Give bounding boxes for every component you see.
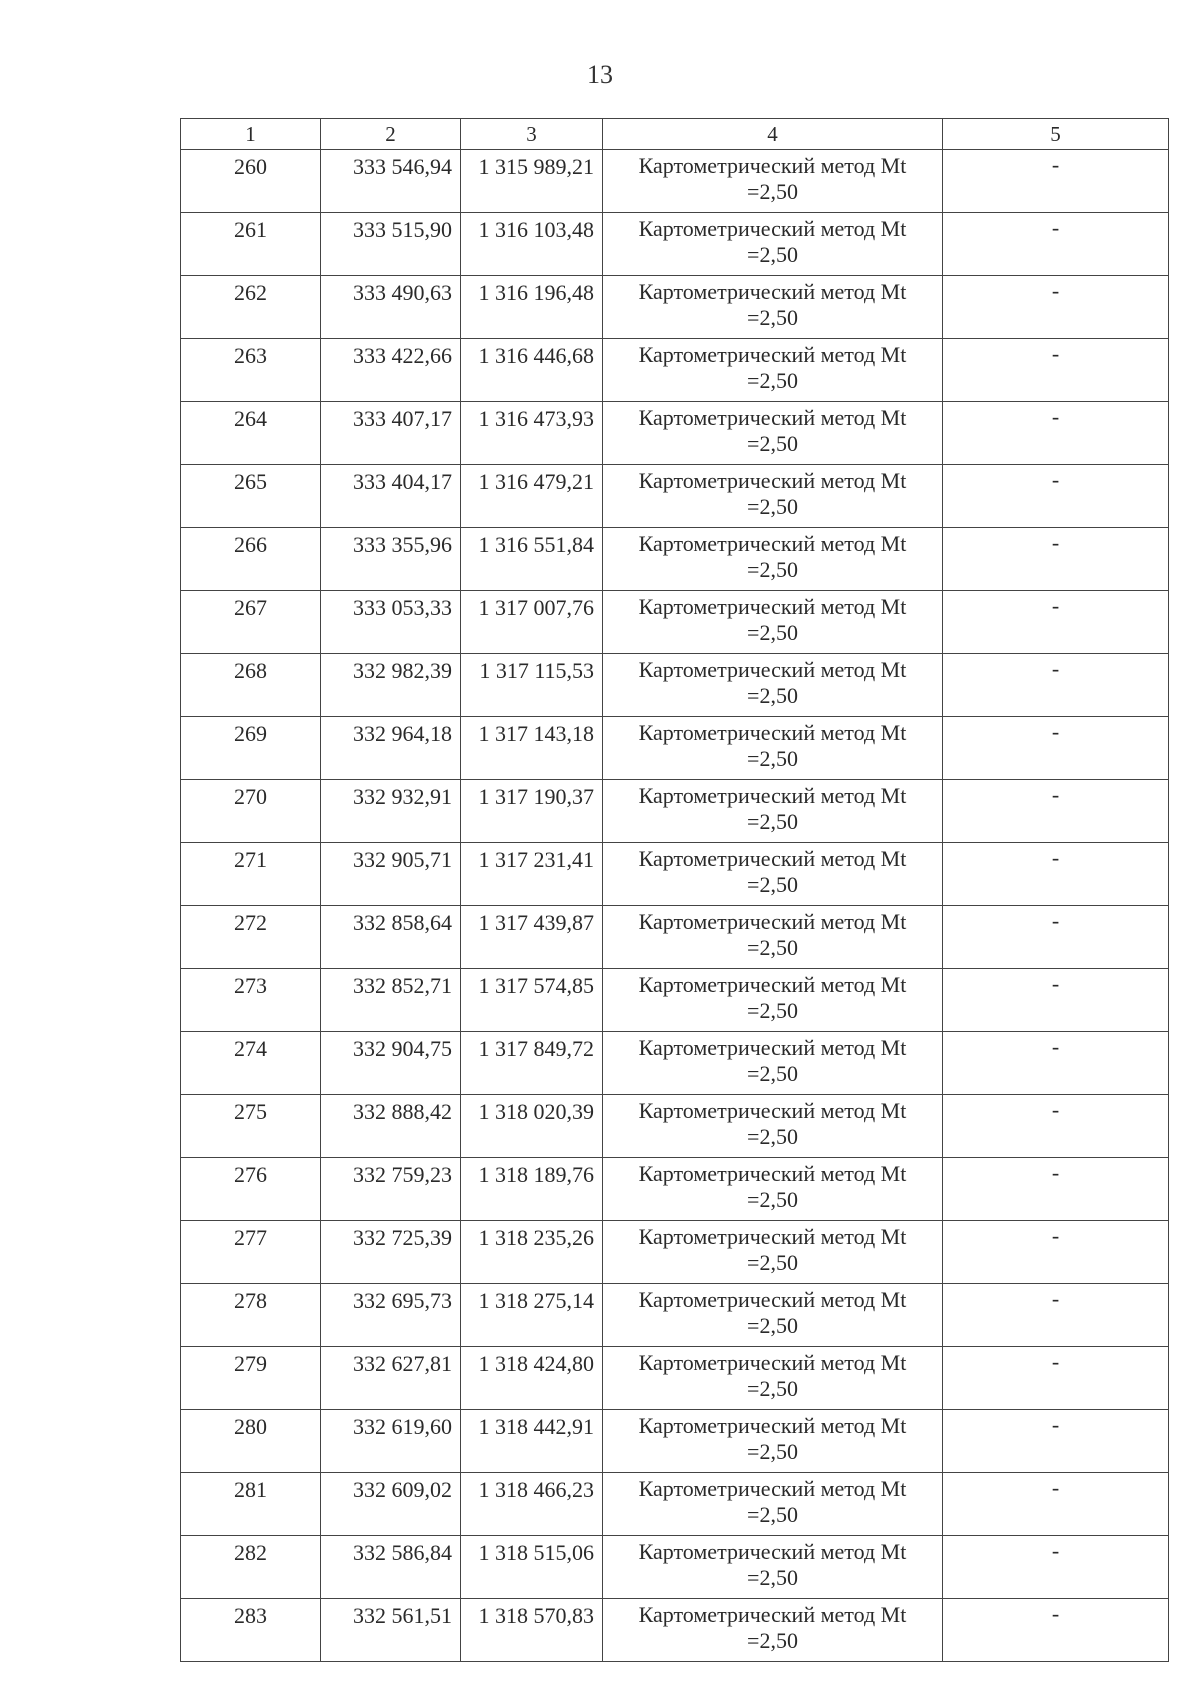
method-accuracy: =2,50 <box>747 1313 798 1338</box>
note-cell: - <box>943 1536 1169 1599</box>
note-cell: - <box>943 339 1169 402</box>
table-row <box>181 1410 1169 1473</box>
x-coordinate-cell: 332 964,18 <box>321 717 461 780</box>
y-coordinate-cell: 1 318 515,06 <box>461 1536 603 1599</box>
x-coordinate-cell: 333 355,96 <box>321 528 461 591</box>
table-row <box>181 969 1169 1032</box>
point-number-cell: 264 <box>181 402 321 465</box>
method-cell <box>603 1536 943 1599</box>
y-coordinate-cell: 1 316 473,93 <box>461 402 603 465</box>
table-row <box>181 1032 1169 1095</box>
table-row <box>181 1221 1169 1284</box>
y-coordinate-cell: 1 317 143,18 <box>461 717 603 780</box>
method-name: Картометрический метод Mt <box>638 972 907 997</box>
note-cell: - <box>943 780 1169 843</box>
method-accuracy: =2,50 <box>747 746 798 771</box>
y-coordinate-cell: 1 317 190,37 <box>461 780 603 843</box>
y-coordinate-cell: 1 317 007,76 <box>461 591 603 654</box>
x-coordinate-cell: 332 725,39 <box>321 1221 461 1284</box>
x-coordinate-cell: 332 561,51 <box>321 1599 461 1662</box>
y-coordinate-cell: 1 318 235,26 <box>461 1221 603 1284</box>
x-coordinate-cell: 332 888,42 <box>321 1095 461 1158</box>
x-coordinate-cell: 332 904,75 <box>321 1032 461 1095</box>
method-cell <box>603 1284 943 1347</box>
method-name: Картометрический метод Mt <box>638 783 907 808</box>
point-number-cell: 281 <box>181 1473 321 1536</box>
y-coordinate-cell: 1 318 442,91 <box>461 1410 603 1473</box>
note-cell: - <box>943 654 1169 717</box>
x-coordinate-cell: 333 407,17 <box>321 402 461 465</box>
method-name: Картометрический метод Mt <box>638 216 907 241</box>
method-accuracy: =2,50 <box>747 557 798 582</box>
method-accuracy: =2,50 <box>747 1061 798 1086</box>
method-cell <box>603 591 943 654</box>
note-cell: - <box>943 717 1169 780</box>
point-number-cell: 283 <box>181 1599 321 1662</box>
header-row <box>181 119 1169 150</box>
table-row <box>181 528 1169 591</box>
note-cell: - <box>943 1347 1169 1410</box>
table-row <box>181 1095 1169 1158</box>
x-coordinate-cell: 333 490,63 <box>321 276 461 339</box>
note-cell: - <box>943 1095 1169 1158</box>
note-cell: - <box>943 969 1169 1032</box>
method-name: Картометрический метод Mt <box>638 657 907 682</box>
method-cell <box>603 1347 943 1410</box>
method-name: Картометрический метод Mt <box>638 1224 907 1249</box>
table-header <box>181 119 1169 150</box>
table-row <box>181 465 1169 528</box>
point-number-cell: 272 <box>181 906 321 969</box>
y-coordinate-cell: 1 316 196,48 <box>461 276 603 339</box>
method-accuracy: =2,50 <box>747 1124 798 1149</box>
method-accuracy: =2,50 <box>747 1502 798 1527</box>
method-accuracy: =2,50 <box>747 368 798 393</box>
note-cell: - <box>943 591 1169 654</box>
method-cell <box>603 213 943 276</box>
x-coordinate-cell: 332 627,81 <box>321 1347 461 1410</box>
table-row <box>181 339 1169 402</box>
table-row <box>181 906 1169 969</box>
x-coordinate-cell: 332 619,60 <box>321 1410 461 1473</box>
x-coordinate-cell: 332 932,91 <box>321 780 461 843</box>
method-cell <box>603 1032 943 1095</box>
method-cell <box>603 1158 943 1221</box>
method-name: Картометрический метод Mt <box>638 846 907 871</box>
point-number-cell: 270 <box>181 780 321 843</box>
x-coordinate-cell: 332 982,39 <box>321 654 461 717</box>
method-name: Картометрический метод Mt <box>638 1539 907 1564</box>
point-number-cell: 273 <box>181 969 321 1032</box>
note-cell: - <box>943 465 1169 528</box>
y-coordinate-cell: 1 315 989,21 <box>461 150 603 213</box>
method-cell <box>603 843 943 906</box>
y-coordinate-cell: 1 317 115,53 <box>461 654 603 717</box>
point-number-cell: 261 <box>181 213 321 276</box>
page-number: 13 <box>587 60 613 89</box>
point-number-cell: 266 <box>181 528 321 591</box>
note-cell: - <box>943 213 1169 276</box>
method-accuracy: =2,50 <box>747 1565 798 1590</box>
method-accuracy: =2,50 <box>747 305 798 330</box>
y-coordinate-cell: 1 317 439,87 <box>461 906 603 969</box>
y-coordinate-cell: 1 316 446,68 <box>461 339 603 402</box>
table-row <box>181 1158 1169 1221</box>
y-coordinate-cell: 1 318 570,83 <box>461 1599 603 1662</box>
y-coordinate-cell: 1 318 424,80 <box>461 1347 603 1410</box>
y-coordinate-cell: 1 318 275,14 <box>461 1284 603 1347</box>
method-name: Картометрический метод Mt <box>638 1476 907 1501</box>
point-number-cell: 268 <box>181 654 321 717</box>
method-accuracy: =2,50 <box>747 1376 798 1401</box>
point-number-cell: 265 <box>181 465 321 528</box>
method-cell <box>603 717 943 780</box>
method-name: Картометрический метод Mt <box>638 1602 907 1627</box>
point-number-cell: 262 <box>181 276 321 339</box>
method-name: Картометрический метод Mt <box>638 720 907 745</box>
y-coordinate-cell: 1 317 574,85 <box>461 969 603 1032</box>
note-cell: - <box>943 1473 1169 1536</box>
x-coordinate-cell: 333 515,90 <box>321 213 461 276</box>
method-accuracy: =2,50 <box>747 1439 798 1464</box>
method-accuracy: =2,50 <box>747 620 798 645</box>
point-number-cell: 277 <box>181 1221 321 1284</box>
method-name: Картометрический метод Mt <box>638 405 907 430</box>
note-cell: - <box>943 906 1169 969</box>
method-cell <box>603 528 943 591</box>
header-col-2: 2 <box>321 119 461 150</box>
method-name: Картометрический метод Mt <box>638 1035 907 1060</box>
method-cell <box>603 1599 943 1662</box>
method-cell <box>603 276 943 339</box>
header-col-3: 3 <box>461 119 603 150</box>
y-coordinate-cell: 1 318 466,23 <box>461 1473 603 1536</box>
point-number-cell: 274 <box>181 1032 321 1095</box>
note-cell: - <box>943 1158 1169 1221</box>
method-accuracy: =2,50 <box>747 683 798 708</box>
y-coordinate-cell: 1 316 479,21 <box>461 465 603 528</box>
note-cell: - <box>943 150 1169 213</box>
method-name: Картометрический метод Mt <box>638 342 907 367</box>
method-name: Картометрический метод Mt <box>638 468 907 493</box>
method-accuracy: =2,50 <box>747 431 798 456</box>
y-coordinate-cell: 1 318 189,76 <box>461 1158 603 1221</box>
x-coordinate-cell: 333 546,94 <box>321 150 461 213</box>
table-row <box>181 402 1169 465</box>
method-cell <box>603 150 943 213</box>
x-coordinate-cell: 332 586,84 <box>321 1536 461 1599</box>
table-row <box>181 1347 1169 1410</box>
method-cell <box>603 780 943 843</box>
method-cell <box>603 969 943 1032</box>
header-col-1: 1 <box>181 119 321 150</box>
x-coordinate-cell: 333 404,17 <box>321 465 461 528</box>
note-cell: - <box>943 276 1169 339</box>
method-accuracy: =2,50 <box>747 872 798 897</box>
table-row <box>181 1284 1169 1347</box>
table-row <box>181 1599 1169 1662</box>
method-accuracy: =2,50 <box>747 1250 798 1275</box>
table-row <box>181 717 1169 780</box>
point-number-cell: 278 <box>181 1284 321 1347</box>
note-cell: - <box>943 843 1169 906</box>
point-number-cell: 260 <box>181 150 321 213</box>
method-accuracy: =2,50 <box>747 935 798 960</box>
method-cell <box>603 339 943 402</box>
method-name: Картометрический метод Mt <box>638 1287 907 1312</box>
table-row <box>181 780 1169 843</box>
method-name: Картометрический метод Mt <box>638 279 907 304</box>
x-coordinate-cell: 332 905,71 <box>321 843 461 906</box>
table-row <box>181 591 1169 654</box>
point-number-cell: 279 <box>181 1347 321 1410</box>
method-accuracy: =2,50 <box>747 809 798 834</box>
x-coordinate-cell: 332 695,73 <box>321 1284 461 1347</box>
method-cell <box>603 402 943 465</box>
x-coordinate-cell: 332 759,23 <box>321 1158 461 1221</box>
method-name: Картометрический метод Mt <box>638 1098 907 1123</box>
point-number-cell: 282 <box>181 1536 321 1599</box>
table-row <box>181 1536 1169 1599</box>
y-coordinate-cell: 1 317 849,72 <box>461 1032 603 1095</box>
method-accuracy: =2,50 <box>747 179 798 204</box>
method-name: Картометрический метод Mt <box>638 1413 907 1438</box>
table-row <box>181 843 1169 906</box>
x-coordinate-cell: 332 609,02 <box>321 1473 461 1536</box>
method-cell <box>603 1095 943 1158</box>
method-cell <box>603 1410 943 1473</box>
header-col-4: 4 <box>603 119 943 150</box>
table-body <box>181 150 1169 1662</box>
table-row <box>181 1473 1169 1536</box>
point-number-cell: 269 <box>181 717 321 780</box>
method-cell <box>603 654 943 717</box>
y-coordinate-cell: 1 316 103,48 <box>461 213 603 276</box>
x-coordinate-cell: 333 053,33 <box>321 591 461 654</box>
note-cell: - <box>943 402 1169 465</box>
method-name: Картометрический метод Mt <box>638 153 907 178</box>
header-col-5: 5 <box>943 119 1169 150</box>
point-number-cell: 263 <box>181 339 321 402</box>
method-accuracy: =2,50 <box>747 494 798 519</box>
coordinates-table <box>180 118 1169 1662</box>
method-name: Картометрический метод Mt <box>638 1161 907 1186</box>
method-cell <box>603 1221 943 1284</box>
y-coordinate-cell: 1 318 020,39 <box>461 1095 603 1158</box>
y-coordinate-cell: 1 316 551,84 <box>461 528 603 591</box>
note-cell: - <box>943 1599 1169 1662</box>
method-name: Картометрический метод Mt <box>638 531 907 556</box>
method-name: Картометрический метод Mt <box>638 594 907 619</box>
method-cell <box>603 465 943 528</box>
method-cell <box>603 1473 943 1536</box>
note-cell: - <box>943 1221 1169 1284</box>
method-name: Картометрический метод Mt <box>638 909 907 934</box>
x-coordinate-cell: 332 858,64 <box>321 906 461 969</box>
method-cell <box>603 906 943 969</box>
table-row <box>181 150 1169 213</box>
method-name: Картометрический метод Mt <box>638 1350 907 1375</box>
point-number-cell: 271 <box>181 843 321 906</box>
point-number-cell: 276 <box>181 1158 321 1221</box>
method-accuracy: =2,50 <box>747 242 798 267</box>
x-coordinate-cell: 333 422,66 <box>321 339 461 402</box>
point-number-cell: 275 <box>181 1095 321 1158</box>
method-accuracy: =2,50 <box>747 1628 798 1653</box>
table-row <box>181 276 1169 339</box>
x-coordinate-cell: 332 852,71 <box>321 969 461 1032</box>
table-row <box>181 654 1169 717</box>
note-cell: - <box>943 1032 1169 1095</box>
point-number-cell: 280 <box>181 1410 321 1473</box>
note-cell: - <box>943 1410 1169 1473</box>
note-cell: - <box>943 1284 1169 1347</box>
point-number-cell: 267 <box>181 591 321 654</box>
y-coordinate-cell: 1 317 231,41 <box>461 843 603 906</box>
method-accuracy: =2,50 <box>747 1187 798 1212</box>
note-cell: - <box>943 528 1169 591</box>
method-accuracy: =2,50 <box>747 998 798 1023</box>
table-row <box>181 213 1169 276</box>
